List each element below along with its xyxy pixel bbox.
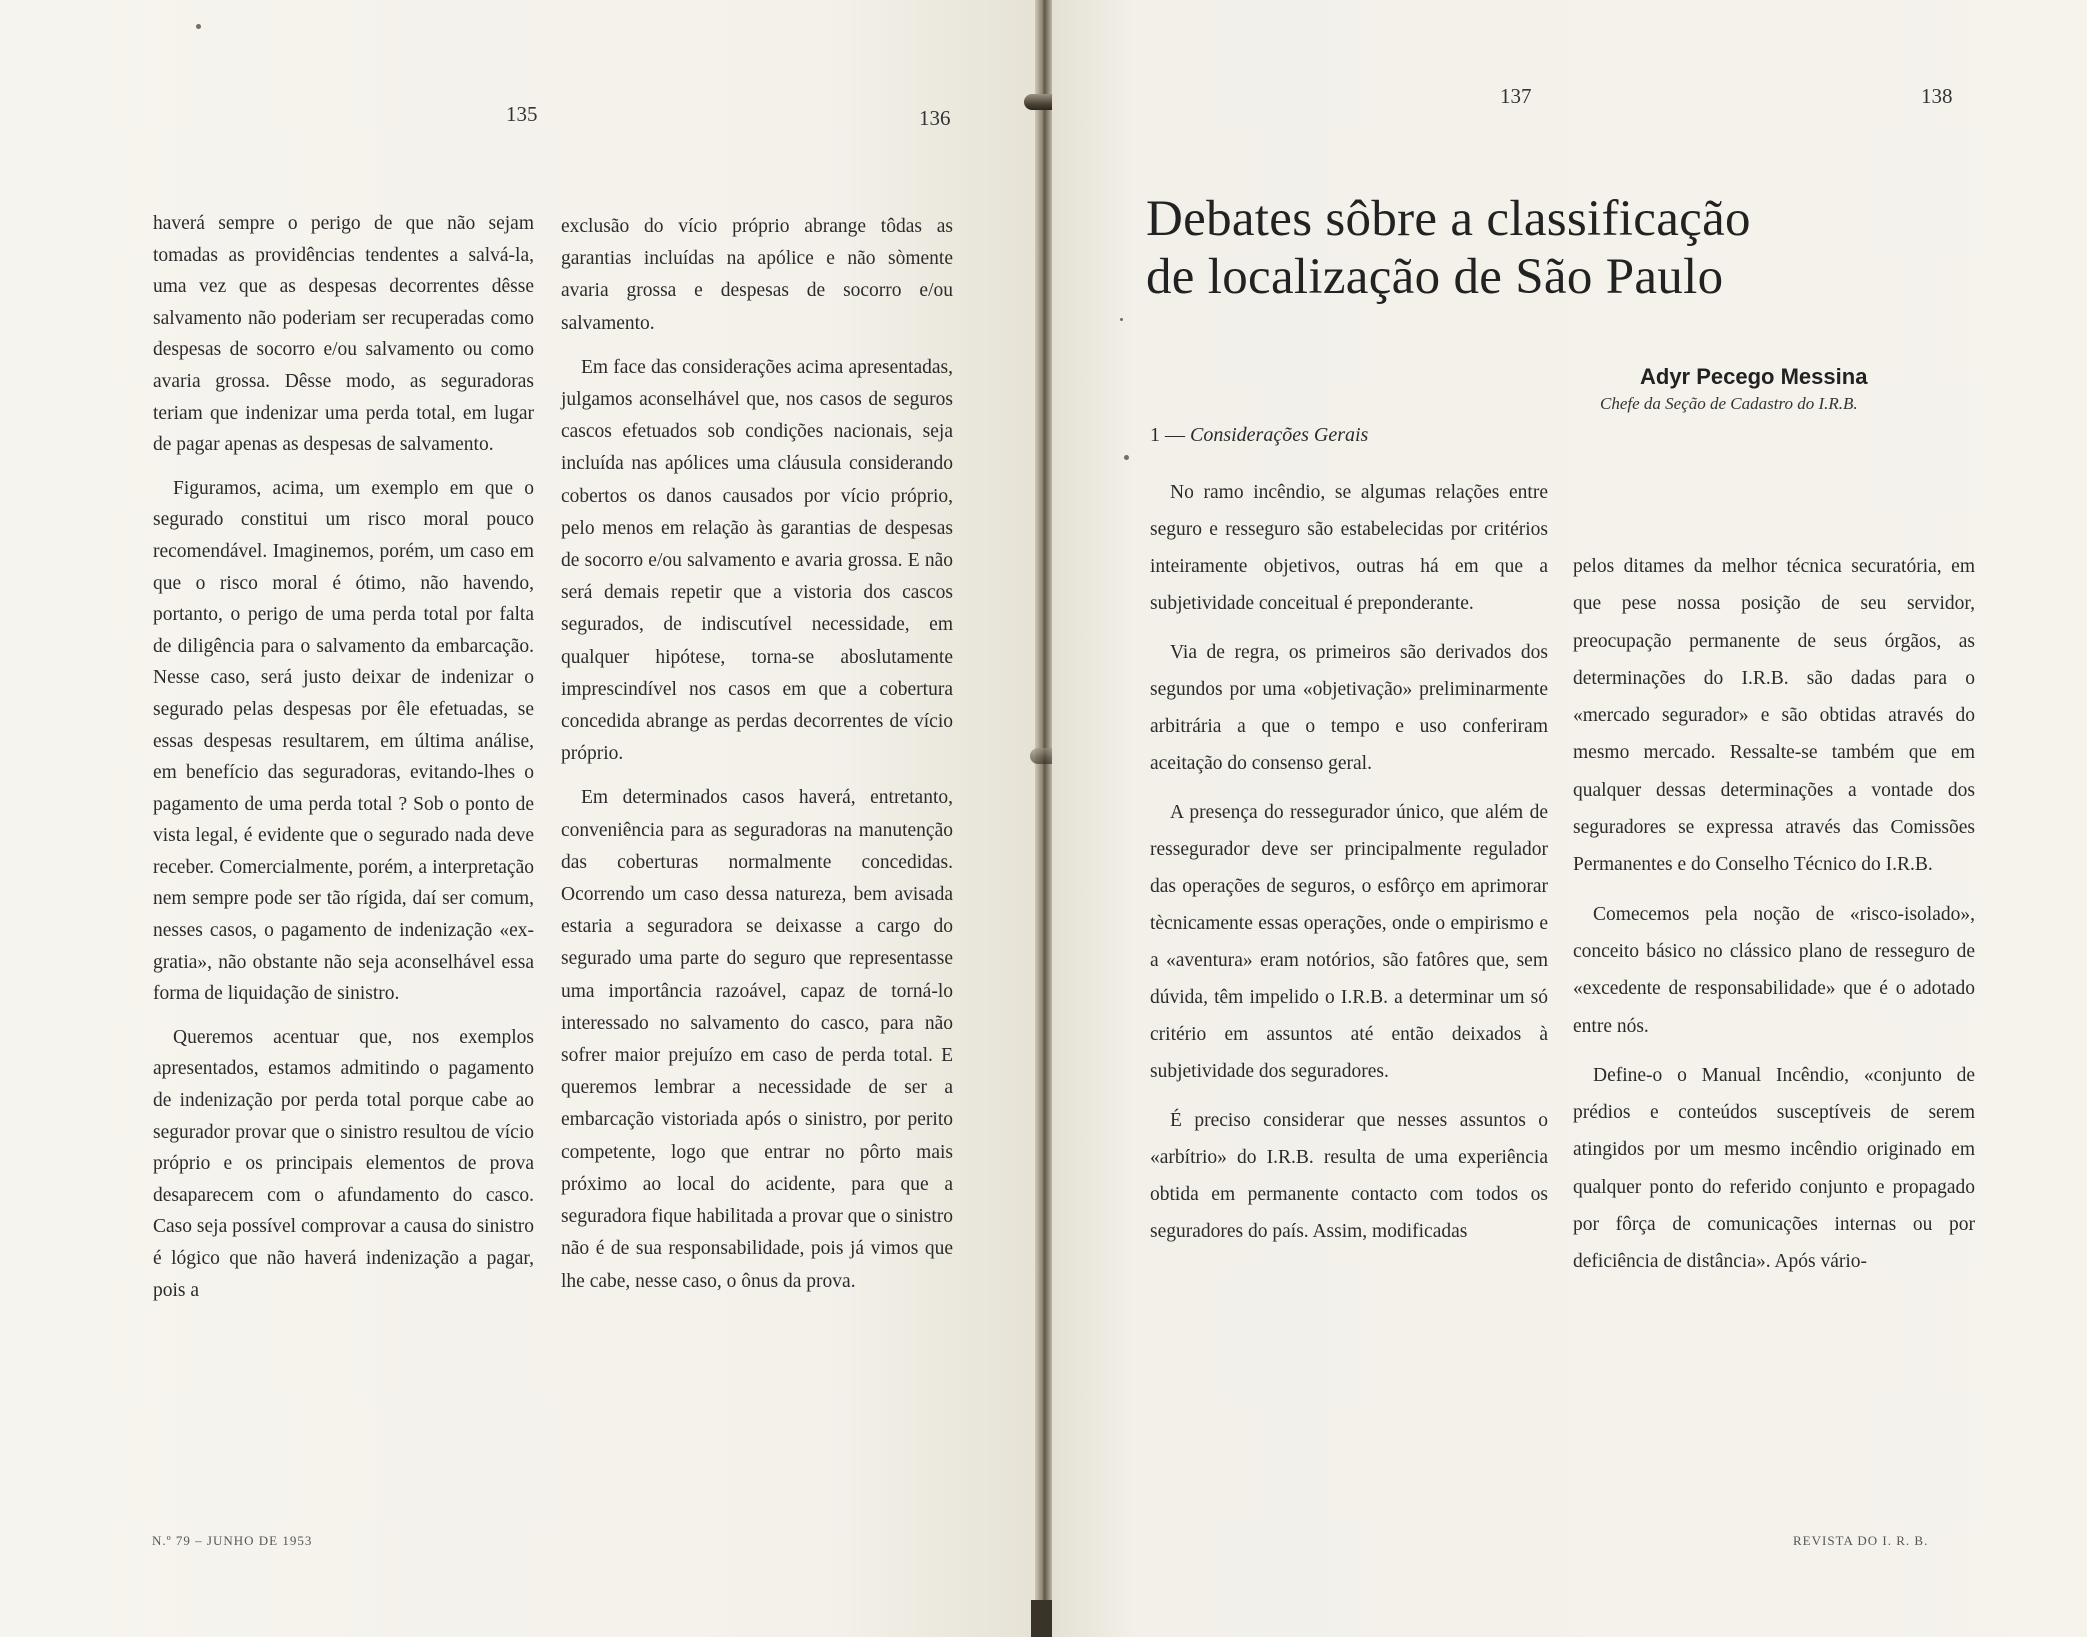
article-author: Adyr Pecego Messina — [1640, 364, 1868, 389]
paragraph: Comecemos pela noção de «risco-isolado», conceito básico no clássico plano de resseguro de «excedente de responsabilidade» que é o adotado entre nós. — [1573, 903, 1975, 1037]
paragraph: haverá sempre o perigo de que não sejam tomadas as providências tendentes a salvá-la, uma vez que as despesas decorrentes dêsse salvamento não poderiam ser recuperadas como despesas de socorro e/ou salvamento ou como avaria grossa. Dêsse modo, as seguradoras teriam que indenizar uma perda total, em lugar de pagar apenas as despesas de salvamento. — [153, 213, 534, 456]
page-number-138: 138 — [1921, 84, 1953, 108]
page-number-135: 135 — [506, 102, 538, 126]
author-affiliation: Chefe da Seção de Cadastro do I.R.B. — [1600, 394, 1858, 413]
paper-speck — [196, 24, 201, 29]
paragraph: pelos ditames da melhor técnica securatória, em que pese nossa posição de seu servidor, preocupação permanente de seus órgãos, as determinações do I.R.B. são dadas para o «mercado segurador» e são obtidas através do mesmo mercado. Ressalte-se também que em qualquer dessas determinações a vontade dos seguradores se expressa através das Comissões Permanentes e do Conselho Técnico do I.R.B. — [1573, 556, 1975, 876]
paragraph: Queremos acentuar que, nos exemplos apresentados, estamos admitindo o pagamento de indenização por perda total porque cabe ao segurador provar que o sinistro resultou de vício próprio e os principais elementos de prova desaparecem com o afundamento do casco. Caso seja possível comprovar a causa do sinistro é lógico que não haverá indenização a pagar, pois a — [153, 1026, 534, 1301]
article-title — [1146, 190, 1846, 306]
title-line-1: Debates sôbre a classificação — [1146, 191, 1751, 247]
binding-gutter — [1035, 0, 1052, 1637]
paragraph: Figuramos, acima, um exemplo em que o segurado constitui um risco moral pouco recomendável. Imaginemos, porém, um caso em que o risco moral é ótimo, não havendo, portanto, o perigo de uma perda total por falta de diligência para o salvamento da embarcação. Nesse caso, será justo deixar de indenizar o segurado pelas despesas por êle efetuadas, se essas despesas resultarem, em última análise, em benefício das seguradoras, evitando-lhes o pagamento de uma perda total ? Sob o ponto de vista legal, é evidente que o segurado nada deve receber. Comercialmente, porém, a interpretação nem sempre pode ser tão rígida, daí ser comum, nesses casos, o pagamento de indenização «ex-gratia», não obstante não seja aconselhável essa forma de liquidação de sinistro. — [153, 477, 534, 1005]
paragraph: Em face das considerações acima apresentadas, julgamos aconselhável que, nos casos de seguros cascos efetuados sob condições nacionais, seja incluída nas apólices uma cláusula considerando cobertos os danos causados por vício próprio, pelo menos em relação às garantias de despesas de socorro e/ou salvamento e avaria grossa. E não será demais repetir que a vistoria dos cascos segurados, de indiscutível necessidade, em qualquer hipótese, torna-se aboslutamente imprescindível nos casos em que a cobertura concedida abrange as perdas decorrentes de vício próprio. — [561, 356, 953, 765]
paper-speck — [1120, 318, 1123, 321]
paragraph: A presença do ressegurador único, que além de ressegurador deve ser principalmente regulador das operações de seguros, o esfôrço em aprimorar tècnicamente essas operações, onde o empirismo e a «aventura» eram notórios, são fatôres que, sem dúvida, têm impelido o I.R.B. a determinar um só critério em assuntos até então deixados à subjetividade dos seguradores. — [1150, 802, 1548, 1082]
paragraph: Via de regra, os primeiros são derivados dos segundos por uma «objetivação» preliminarmente arbitrária a que o tempo e uso conferiram aceitação do consenso geral. — [1150, 642, 1548, 774]
text-column-138 — [1573, 548, 1975, 1293]
paper-speck — [1124, 455, 1129, 460]
paragraph: Em determinados casos haverá, entretanto, conveniência para as seguradoras na manutenção das coberturas normalmente concedidas. Ocorrendo um caso dessa natureza, bem avisada estaria a seguradora se deixasse a cargo do segurado uma parte do seguro que representasse uma importância razoável, capaz de torná-lo interessado no salvamento do casco, para não sofrer maior prejuízo em caso de perda total. E queremos lembrar a necessidade de ser a embarcação vistoriada após o sinistro, por perito competente, logo que entrar no pôrto mais próximo ao local do acidente, para que a seguradora fique habilitada a provar que o sinistro não é de sua responsabilidade, pois já vimos que lhe cabe, nesse caso, o ônus da prova. — [561, 787, 953, 1292]
page-number-136: 136 — [919, 106, 951, 130]
text-column-137 — [1150, 474, 1548, 1262]
section-title: Considerações Gerais — [1190, 424, 1369, 446]
text-column-135 — [153, 208, 534, 1318]
footer-journal: REVISTA DO I. R. B. — [1793, 1533, 1929, 1548]
section-number: 1 — — [1150, 424, 1185, 446]
paragraph: No ramo incêndio, se algumas relações entre seguro e resseguro são estabelecidas por critérios inteiramente objetivos, outras há em que a subjetividade conceitual é preponderante. — [1150, 482, 1548, 614]
text-column-136 — [561, 211, 953, 1310]
page-number-137: 137 — [1500, 84, 1532, 108]
title-line-2: de localização de São Paulo — [1146, 249, 1724, 305]
footer-issue: N.º 79 – JUNHO DE 1953 — [152, 1533, 313, 1548]
paragraph: Define-o o Manual Incêndio, «conjunto de prédios e conteúdos susceptíveis de serem atingidos por um mesmo incêndio originado em qualquer ponto do referido conjunto e propagado por fôrça de comunicações internas ou por deficiência de distância». Após vário- — [1573, 1064, 1975, 1273]
paragraph: É preciso considerar que nesses assuntos o «arbítrio» do I.R.B. resulta de uma experiência obtida em permanente contacto com todos os seguradores do país. Assim, modificadas — [1150, 1110, 1548, 1242]
paragraph: exclusão do vício próprio abrange tôdas as garantias incluídas na apólice e não sòmente avaria grossa e despesas de socorro e/ou salvamento. — [561, 216, 953, 334]
left-page — [0, 0, 1035, 1637]
section-heading — [1150, 424, 1368, 447]
